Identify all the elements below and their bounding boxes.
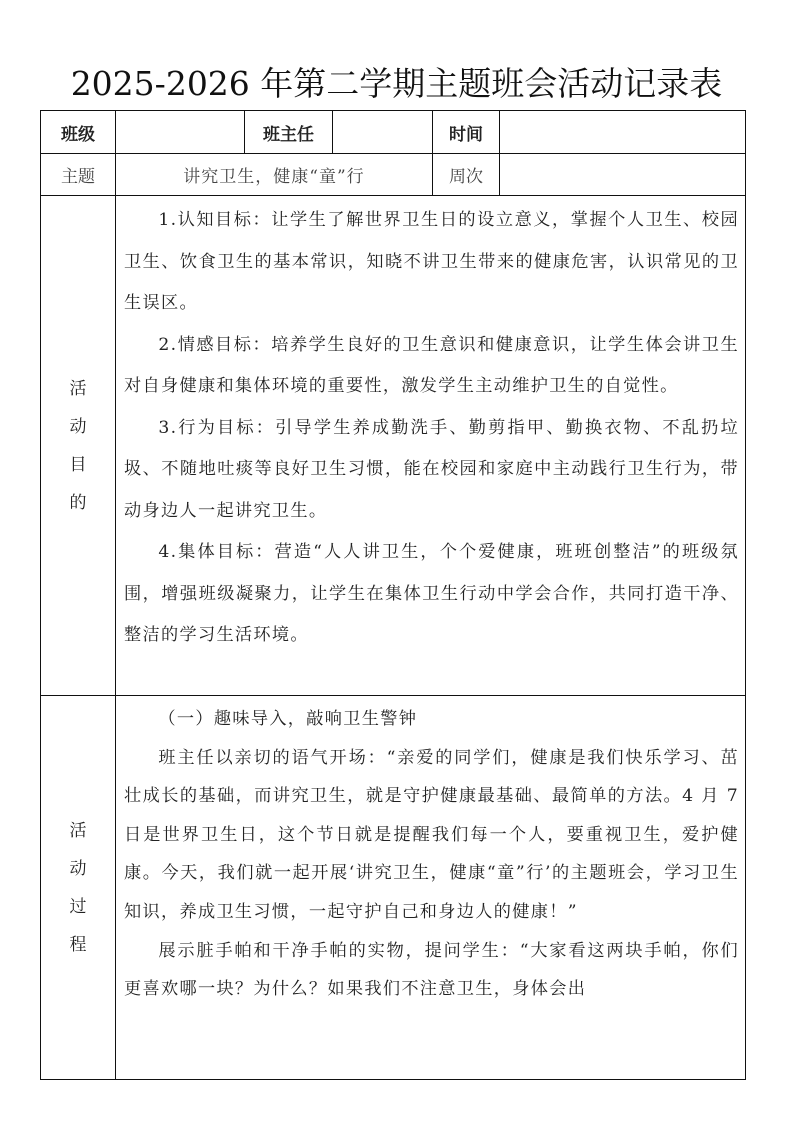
objectives-label-char: 动 <box>69 416 87 437</box>
header-row-1 <box>41 111 746 154</box>
process-label-char: 动 <box>69 858 87 879</box>
objectives-label-char: 目 <box>69 454 87 475</box>
time-value-cell[interactable] <box>500 111 746 154</box>
class-label: 班级 <box>41 111 116 154</box>
process-label-char: 活 <box>69 820 87 841</box>
objective-behavioral: 3.行为目标：引导学生养成勤洗手、勤剪指甲、勤换衣物、不乱扔垃圾、不随地吐痰等良好卫生习惯，能在校园和家庭中主动践行卫生行为，带动身边人一起讲究卫生。 <box>124 417 739 521</box>
header-row-2 <box>41 154 746 196</box>
week-label: 周次 <box>433 154 500 196</box>
objectives-label-char: 的 <box>69 492 87 513</box>
process-content <box>116 696 746 1080</box>
process-paragraph: 展示脏手帕和干净手帕的实物，提问学生：“大家看这两块手帕，你们更喜欢哪一块？为什么？如果我们不注意卫生，身体会出 <box>124 940 739 1000</box>
process-label <box>41 696 116 1080</box>
objectives-content <box>116 196 746 696</box>
page-title: 2025-2026 年第二学期主题班会活动记录表 <box>70 64 723 103</box>
time-label: 时间 <box>433 111 500 154</box>
process-section-heading: （一）趣味导入，敲响卫生警钟 <box>158 709 418 729</box>
objectives-label-char: 活 <box>69 378 87 399</box>
process-row <box>41 696 746 1080</box>
teacher-value-cell[interactable] <box>333 111 433 154</box>
week-value-cell[interactable] <box>500 154 746 196</box>
objective-collective: 4.集体目标：营造“人人讲卫生，个个爱健康，班班创整洁”的班级氛围，增强班级凝聚力，让学生在集体卫生行动中学会合作，共同打造干净、整洁的学习生活环境。 <box>124 542 739 645</box>
theme-value-cell[interactable]: 讲究卫生，健康“童”行 <box>116 154 433 196</box>
objective-emotional: 2.情感目标：培养学生良好的卫生意识和健康意识，让学生体会讲卫生对自身健康和集体环境的重要性，激发学生主动维护卫生的自觉性。 <box>124 334 739 396</box>
objectives-row <box>41 196 746 696</box>
objectives-label <box>41 196 116 696</box>
class-value-cell[interactable] <box>116 111 245 154</box>
process-label-char: 过 <box>69 896 87 917</box>
teacher-label: 班主任 <box>245 111 333 154</box>
theme-label: 主题 <box>41 154 116 196</box>
process-paragraph: 班主任以亲切的语气开场：“亲爱的同学们，健康是我们快乐学习、茁壮成长的基础，而讲究卫生，就是守护健康最基础、最简单的方法。4 月 7 日是世界卫生日，这个节日就是提醒我们每一个人，要重视卫生，爱护健康。今天，我们就一起开展‘讲究卫生，健康“童”行’的主题班会，学习卫生知识，养成卫生习惯，一起守护自己和身边人的健康！” <box>124 747 739 922</box>
objective-cognitive: 1.认知目标：让学生了解世界卫生日的设立意义，掌握个人卫生、校园卫生、饮食卫生的基本常识，知晓不讲卫生带来的健康危害，认识常见的卫生误区。 <box>124 210 739 313</box>
process-label-char: 程 <box>69 934 87 955</box>
record-table <box>40 110 746 1080</box>
